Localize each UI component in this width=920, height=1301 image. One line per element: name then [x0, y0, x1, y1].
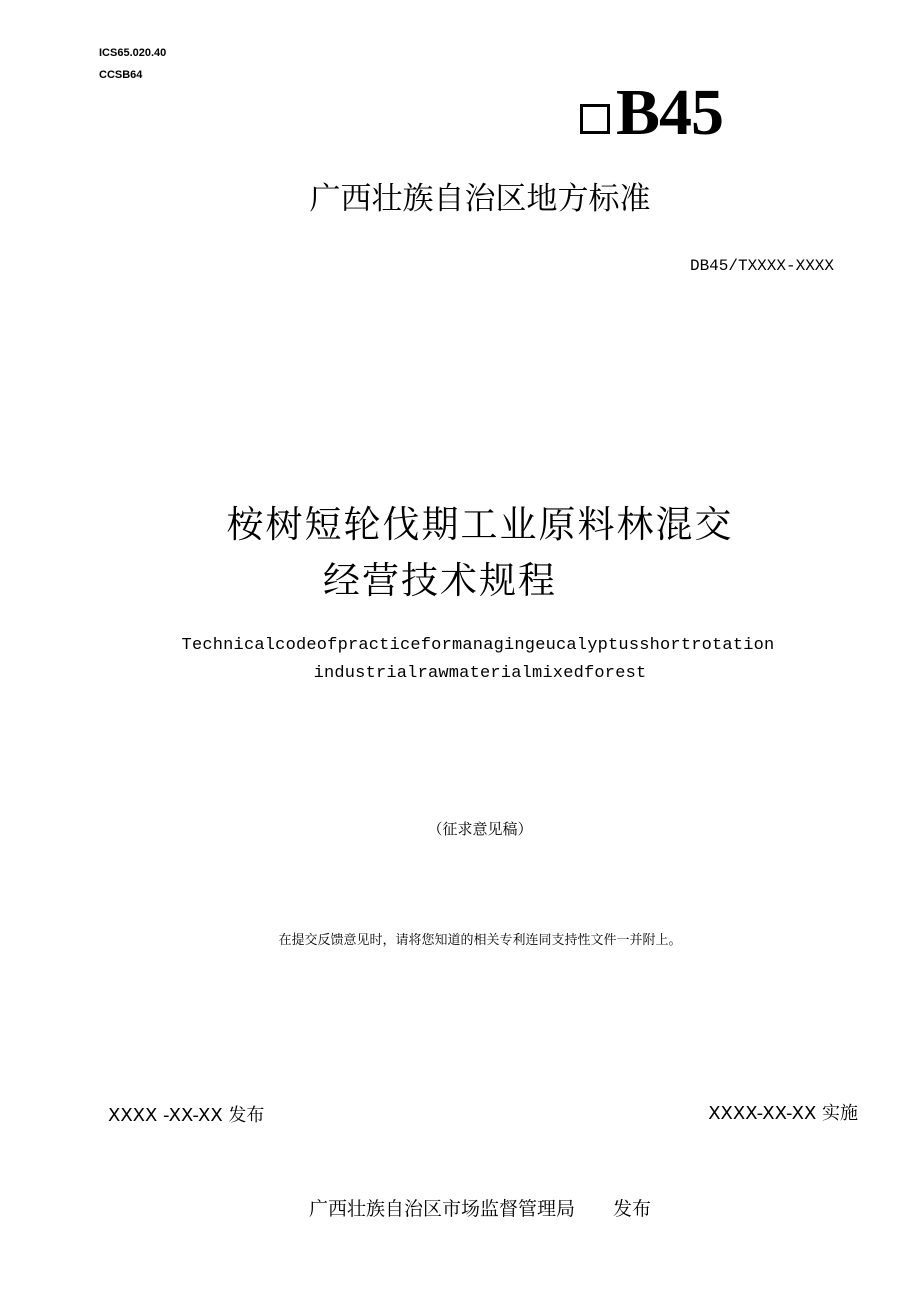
db-logo [580, 76, 723, 150]
title-zh-line-2: 经营技术规程 [323, 559, 557, 602]
title-en-line-1: Technicalcodeofpracticeformanagingeucalyptusshortrotation [181, 636, 775, 655]
ics-code: ICS65.020.40 [99, 47, 167, 59]
publisher: 广西壮族自治区市场监督管理局 发布 [308, 1198, 651, 1220]
title-zh-line-1: 桉树短轮伐期工业原料林混交 [226, 503, 734, 546]
title-en-line-2: industrialrawmaterialmixedforest [313, 664, 647, 683]
implement-date: XXXX-XX-XX 实施 [708, 1103, 858, 1124]
logo-box-icon [580, 104, 610, 134]
issue-date: XXXX -XX-XX 发布 [108, 1105, 265, 1126]
patent-notice: 在提交反馈意见时，请将您知道的相关专利连同支持性文件一并附上。 [278, 933, 682, 948]
draft-label: （征求意见稿） [427, 820, 533, 838]
ccs-code: CCSB64 [99, 69, 143, 81]
logo-text: B45 [616, 76, 724, 149]
standard-code: DB45/TXXXX-XXXX [689, 257, 834, 275]
standard-type: 广西壮族自治区地方标准 [309, 181, 651, 217]
